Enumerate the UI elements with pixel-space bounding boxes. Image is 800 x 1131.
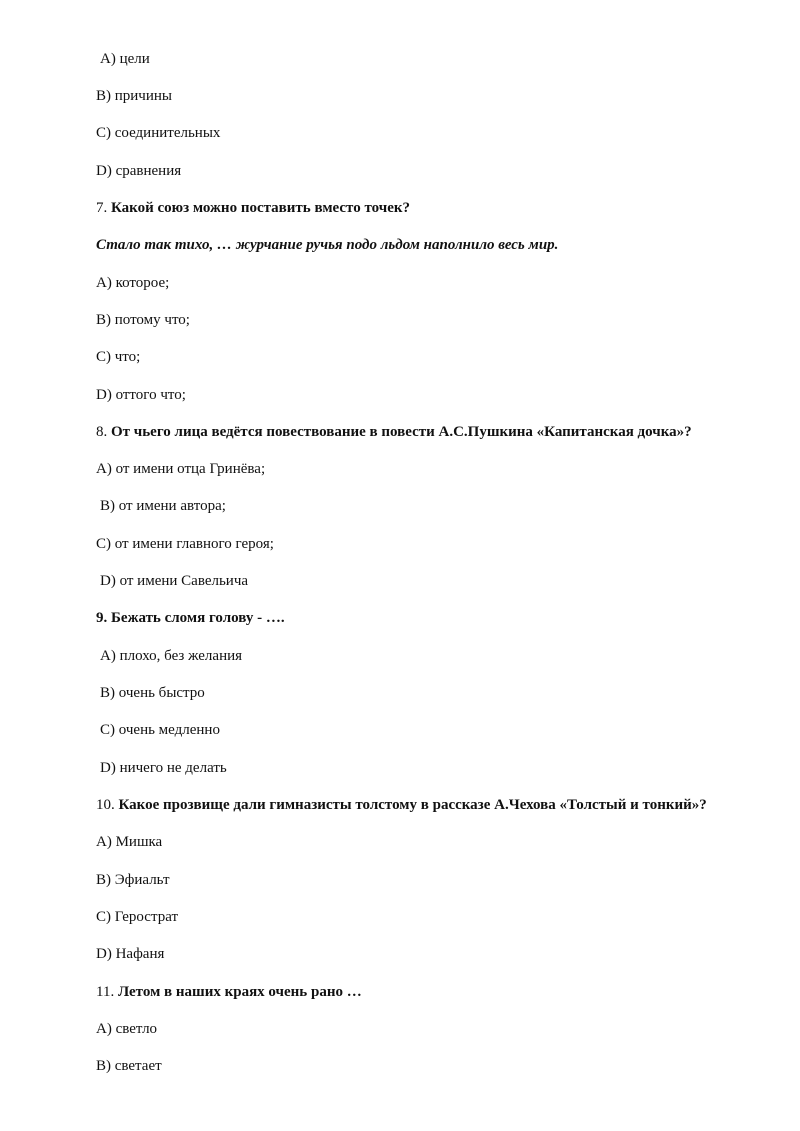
q7-option-d: D) оттого что;: [96, 387, 186, 403]
q8-option-b: B) от имени автора;: [100, 498, 226, 514]
q10-option-a: A) Мишка: [96, 834, 163, 850]
question-7-number: 7.: [96, 200, 111, 216]
question-8-text: От чьего лица ведётся повествование в повести А.С.Пушкина «Капитанская дочка»?: [111, 424, 692, 440]
q6-option-a: A) цели: [100, 51, 150, 67]
question-7-sentence: Стало так тихо, … журчание ручья подо льдом наполнило весь мир.: [96, 237, 559, 253]
q10-option-c: C) Герострат: [96, 909, 179, 925]
question-7-text: Какой союз можно поставить вместо точек?: [111, 200, 410, 216]
question-11-text: Летом в наших краях очень рано …: [117, 984, 362, 1000]
q11-option-a: A) светло: [96, 1021, 158, 1037]
question-11-number: 11.: [96, 984, 118, 1000]
q7-option-b: B) потому что;: [96, 312, 190, 328]
q8-option-d: D) от имени Савельича: [100, 573, 249, 589]
q11-option-b: B) светает: [96, 1058, 162, 1074]
q7-option-c: C) что;: [96, 349, 141, 365]
q6-option-b: B) причины: [96, 88, 172, 104]
q9-option-c: C) очень медленно: [100, 722, 220, 738]
question-10-number: 10.: [96, 797, 119, 813]
q8-option-a: A) от имени отца Гринёва;: [96, 461, 266, 477]
question-11: [96, 983, 362, 1001]
question-9: 9. Бежать сломя голову - ….: [96, 610, 285, 626]
question-8: [96, 423, 692, 441]
q9-option-d: D) ничего не делать: [100, 760, 227, 776]
q7-option-a: A) которое;: [96, 275, 170, 291]
q8-option-c: C) от имени главного героя;: [96, 536, 274, 552]
q9-option-a: A) плохо, без желания: [100, 648, 243, 664]
q9-option-b: B) очень быстро: [100, 685, 205, 701]
question-10: [96, 796, 707, 814]
q6-option-d: D) сравнения: [96, 163, 182, 179]
q10-option-b: B) Эфиальт: [96, 872, 170, 888]
question-8-number: 8.: [96, 424, 111, 440]
q6-option-c: C) соединительных: [96, 125, 221, 141]
question-7: [96, 199, 410, 217]
q10-option-d: D) Нафаня: [96, 946, 165, 962]
question-10-text: Какое прозвище дали гимназисты толстому в рассказе А.Чехова «Толстый и тонкий»?: [118, 797, 707, 813]
